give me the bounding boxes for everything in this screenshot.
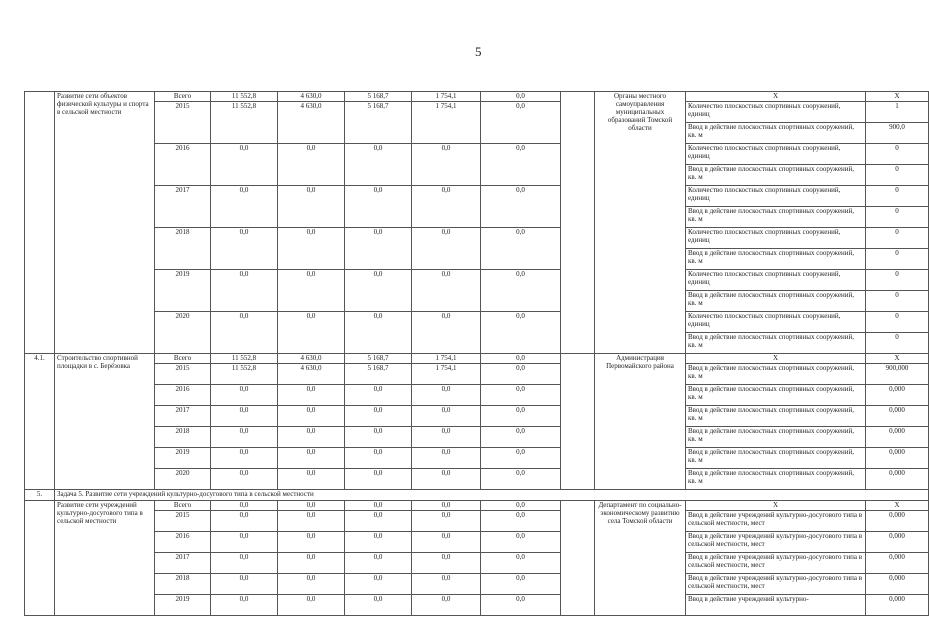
amount-cell: 4 630,0 (278, 92, 345, 102)
amount-cell: 1 754,1 (412, 354, 481, 364)
amount-cell: 0,0 (412, 406, 481, 427)
amount-cell: 0,0 (412, 270, 481, 312)
amount-cell: 0,0 (345, 427, 412, 448)
indicator-name: Ввод в действие учреждений культурно-досугового типа в сельской местности, мест (686, 532, 866, 553)
indicator-value: 0,000 (866, 574, 929, 595)
amount-cell: 0,0 (278, 385, 345, 406)
indicator-name: Ввод в действие плоскостных спортивных сооружений, кв. м (686, 364, 866, 385)
amount-cell: 0,0 (278, 228, 345, 270)
amount-cell: 0,0 (211, 532, 278, 553)
amount-cell: 0,0 (278, 501, 345, 511)
indicator-name: X (686, 501, 866, 511)
amount-cell: 0,0 (412, 312, 481, 354)
amount-cell: 0,0 (481, 427, 561, 448)
table-row (25, 595, 929, 616)
amount-cell: 0,0 (481, 385, 561, 406)
indicator-name: Ввод в действие плоскостных спортивных сооружений, кв. м (686, 427, 866, 448)
event-name: Развитие сети объектов физической культуры и спорта в сельской местности (55, 92, 155, 354)
amount-cell: 0,0 (278, 144, 345, 186)
amount-cell: 0,0 (345, 228, 412, 270)
table-row (25, 469, 929, 490)
year-cell: 2017 (155, 186, 211, 228)
amount-cell: 0,0 (481, 406, 561, 427)
indicator-name: X (686, 354, 866, 364)
amount-cell: 0,0 (211, 448, 278, 469)
year-cell: 2015 (155, 364, 211, 385)
row-number: 4.1. (25, 354, 55, 490)
indicator-value: 0,000 (866, 532, 929, 553)
indicator-value: X (866, 354, 929, 364)
amount-cell: 0,0 (412, 469, 481, 490)
amount-cell: 0,0 (412, 553, 481, 574)
amount-cell: 1 754,1 (412, 364, 481, 385)
indicator-value: 0 (866, 291, 929, 312)
page-number: 5 (475, 44, 482, 59)
table-row (25, 532, 929, 553)
indicator-name: Ввод в действие плоскостных спортивных сооружений, кв. м (686, 385, 866, 406)
amount-cell: 0,0 (278, 186, 345, 228)
amount-cell: 0,0 (278, 312, 345, 354)
indicator-value: 0 (866, 144, 929, 165)
indicator-value: X (866, 501, 929, 511)
indicator-value: 0,000 (866, 406, 929, 427)
amount-cell: 0,0 (278, 553, 345, 574)
amount-cell: 0,0 (345, 501, 412, 511)
amount-cell: 0,0 (211, 501, 278, 511)
indicator-name: Ввод в действие плоскостных спортивных сооружений, кв. м (686, 165, 866, 186)
year-cell: 2015 (155, 511, 211, 532)
year-cell: 2017 (155, 553, 211, 574)
table-row (25, 354, 929, 364)
year-cell: Всего (155, 501, 211, 511)
indicator-name: Ввод в действие плоскостных спортивных сооружений, кв. м (686, 469, 866, 490)
indicator-name: Ввод в действие учреждений культурно-досугового типа в сельской местности, мест (686, 553, 866, 574)
amount-cell: 4 630,0 (278, 102, 345, 144)
table-row (25, 364, 929, 385)
event-name: Развитие сети учреждений культурно-досугового типа в сельской местности (55, 501, 155, 616)
amount-cell: 0,0 (345, 186, 412, 228)
amount-cell: 0,0 (345, 270, 412, 312)
year-cell: 2019 (155, 270, 211, 312)
indicator-name: Ввод в действие плоскостных спортивных сооружений, кв. м (686, 448, 866, 469)
indicator-name: Ввод в действие плоскостных спортивных сооружений, кв. м (686, 291, 866, 312)
amount-cell: 0,0 (481, 186, 561, 228)
indicator-value: 0 (866, 270, 929, 291)
task-row (25, 490, 929, 501)
year-cell: 2019 (155, 448, 211, 469)
responsible-org: Департамент по социально-экономическому развитию села Томской области (595, 501, 686, 616)
amount-cell: 11 552,8 (211, 364, 278, 385)
indicator-value: 0,000 (866, 469, 929, 490)
amount-cell: 0,0 (345, 144, 412, 186)
amount-cell: 0,0 (481, 448, 561, 469)
indicator-name: Ввод в действие учреждений культурно-досугового типа в сельской местности, мест (686, 574, 866, 595)
amount-cell: 0,0 (481, 574, 561, 595)
empty-cell (561, 354, 595, 490)
amount-cell: 0,0 (481, 469, 561, 490)
indicator-name: Количество плоскостных спортивных сооружений, единиц (686, 144, 866, 165)
amount-cell: 0,0 (211, 469, 278, 490)
year-cell: Всего (155, 354, 211, 364)
indicator-name: Количество плоскостных спортивных сооружений, единиц (686, 102, 866, 123)
responsible-org: Администрация Первомайского района (595, 354, 686, 490)
amount-cell: 0,0 (278, 595, 345, 616)
amount-cell: 4 630,0 (278, 364, 345, 385)
amount-cell: 0,0 (481, 92, 561, 102)
table-row (25, 427, 929, 448)
amount-cell: 0,0 (345, 406, 412, 427)
amount-cell: 0,0 (278, 574, 345, 595)
amount-cell: 1 754,1 (412, 92, 481, 102)
amount-cell: 0,0 (481, 501, 561, 511)
amount-cell: 0,0 (345, 385, 412, 406)
amount-cell: 0,0 (412, 228, 481, 270)
table-row (25, 501, 929, 511)
table-row (25, 144, 929, 165)
indicator-value: 0 (866, 207, 929, 228)
amount-cell: 0,0 (345, 532, 412, 553)
row-number (25, 501, 55, 616)
indicator-value: 0 (866, 228, 929, 249)
year-cell: 2019 (155, 595, 211, 616)
indicator-value: 0,000 (866, 448, 929, 469)
indicator-name: Ввод в действие плоскостных спортивных сооружений, кв. м (686, 406, 866, 427)
amount-cell: 0,0 (211, 312, 278, 354)
task-number: 5. (25, 490, 55, 501)
table-row (25, 574, 929, 595)
amount-cell: 11 552,8 (211, 92, 278, 102)
year-cell: 2016 (155, 144, 211, 186)
amount-cell: 0,0 (412, 144, 481, 186)
amount-cell: 0,0 (211, 228, 278, 270)
amount-cell: 0,0 (345, 574, 412, 595)
amount-cell: 0,0 (412, 574, 481, 595)
indicator-value: 1 (866, 102, 929, 123)
indicator-value: 0,000 (866, 385, 929, 406)
indicator-value: 900,0 (866, 123, 929, 144)
table-row (25, 270, 929, 291)
year-cell: 2018 (155, 228, 211, 270)
amount-cell: 0,0 (345, 553, 412, 574)
responsible-org: Органы местного самоуправления муниципальных образований Томской области (595, 92, 686, 354)
amount-cell: 0,0 (211, 385, 278, 406)
amount-cell: 0,0 (412, 385, 481, 406)
amount-cell: 0,0 (211, 427, 278, 448)
indicator-value: 0,000 (866, 553, 929, 574)
program-table (24, 91, 929, 616)
amount-cell: 0,0 (211, 144, 278, 186)
table-row (25, 385, 929, 406)
indicator-name: Ввод в действие плоскостных спортивных сооружений, кв. м (686, 333, 866, 354)
row-number (25, 92, 55, 354)
amount-cell: 0,0 (412, 501, 481, 511)
amount-cell: 0,0 (211, 595, 278, 616)
amount-cell: 0,0 (345, 595, 412, 616)
year-cell: 2018 (155, 427, 211, 448)
amount-cell: 0,0 (412, 511, 481, 532)
amount-cell: 0,0 (278, 532, 345, 553)
amount-cell: 0,0 (278, 469, 345, 490)
amount-cell: 1 754,1 (412, 102, 481, 144)
indicator-value: 0 (866, 186, 929, 207)
amount-cell: 0,0 (278, 270, 345, 312)
amount-cell: 0,0 (481, 228, 561, 270)
amount-cell: 0,0 (481, 595, 561, 616)
table-row (25, 102, 929, 123)
amount-cell: 0,0 (211, 186, 278, 228)
amount-cell: 0,0 (278, 448, 345, 469)
year-cell: 2015 (155, 102, 211, 144)
amount-cell: 5 168,7 (345, 354, 412, 364)
indicator-value: 0,000 (866, 511, 929, 532)
table-row (25, 406, 929, 427)
table-row (25, 553, 929, 574)
indicator-value: 0 (866, 312, 929, 333)
amount-cell: 0,0 (345, 312, 412, 354)
amount-cell: 0,0 (481, 312, 561, 354)
amount-cell: 0,0 (412, 427, 481, 448)
empty-cell (561, 501, 595, 616)
empty-cell (561, 92, 595, 354)
table-row (25, 186, 929, 207)
amount-cell: 0,0 (211, 406, 278, 427)
year-cell: 2018 (155, 574, 211, 595)
year-cell: Всего (155, 92, 211, 102)
amount-cell: 0,0 (211, 270, 278, 312)
table-row (25, 92, 929, 102)
amount-cell: 0,0 (278, 511, 345, 532)
amount-cell: 0,0 (481, 354, 561, 364)
indicator-value: 0 (866, 165, 929, 186)
table-row (25, 312, 929, 333)
amount-cell: 0,0 (278, 406, 345, 427)
indicator-value: 0,000 (866, 595, 929, 616)
event-name: Строительство спортивной площадки в с. Берёзовка (55, 354, 155, 490)
amount-cell: 0,0 (345, 448, 412, 469)
amount-cell: 0,0 (481, 553, 561, 574)
amount-cell: 0,0 (412, 532, 481, 553)
indicator-value: 900,000 (866, 364, 929, 385)
amount-cell: 4 630,0 (278, 354, 345, 364)
amount-cell: 0,0 (345, 511, 412, 532)
table-row (25, 228, 929, 249)
indicator-name: Количество плоскостных спортивных сооружений, единиц (686, 270, 866, 291)
amount-cell: 0,0 (278, 427, 345, 448)
amount-cell: 0,0 (211, 511, 278, 532)
amount-cell: 0,0 (481, 102, 561, 144)
amount-cell: 11 552,8 (211, 102, 278, 144)
indicator-name: Ввод в действие плоскостных спортивных сооружений, кв. м (686, 123, 866, 144)
year-cell: 2017 (155, 406, 211, 427)
year-cell: 2020 (155, 312, 211, 354)
indicator-name: X (686, 92, 866, 102)
amount-cell: 0,0 (481, 364, 561, 385)
amount-cell: 0,0 (345, 469, 412, 490)
indicator-value: X (866, 92, 929, 102)
amount-cell: 0,0 (412, 448, 481, 469)
indicator-name: Ввод в действие учреждений культурно-досугового типа в сельской местности, мест (686, 511, 866, 532)
table-row (25, 448, 929, 469)
indicator-value: 0 (866, 249, 929, 270)
amount-cell: 5 168,7 (345, 364, 412, 385)
amount-cell: 0,0 (412, 186, 481, 228)
indicator-name: Ввод в действие плоскостных спортивных сооружений, кв. м (686, 249, 866, 270)
amount-cell: 0,0 (481, 511, 561, 532)
year-cell: 2016 (155, 532, 211, 553)
indicator-name: Ввод в действие плоскостных спортивных сооружений, кв. м (686, 207, 866, 228)
indicator-name: Количество плоскостных спортивных сооружений, единиц (686, 186, 866, 207)
amount-cell: 5 168,7 (345, 92, 412, 102)
year-cell: 2016 (155, 385, 211, 406)
year-cell: 2020 (155, 469, 211, 490)
amount-cell: 5 168,7 (345, 102, 412, 144)
task-title: Задача 5. Развитие сети учреждений культурно-досугового типа в сельской местности (55, 490, 929, 501)
amount-cell: 0,0 (481, 144, 561, 186)
indicator-name: Количество плоскостных спортивных сооружений, единиц (686, 228, 866, 249)
amount-cell: 0,0 (211, 574, 278, 595)
amount-cell: 0,0 (412, 595, 481, 616)
indicator-name: Количество плоскостных спортивных сооружений, единиц (686, 312, 866, 333)
amount-cell: 0,0 (481, 270, 561, 312)
table-row (25, 511, 929, 532)
indicator-value: 0,000 (866, 427, 929, 448)
amount-cell: 0,0 (211, 553, 278, 574)
indicator-name: Ввод в действие учреждений культурно- (686, 595, 866, 616)
amount-cell: 11 552,8 (211, 354, 278, 364)
indicator-value: 0 (866, 333, 929, 354)
amount-cell: 0,0 (481, 532, 561, 553)
